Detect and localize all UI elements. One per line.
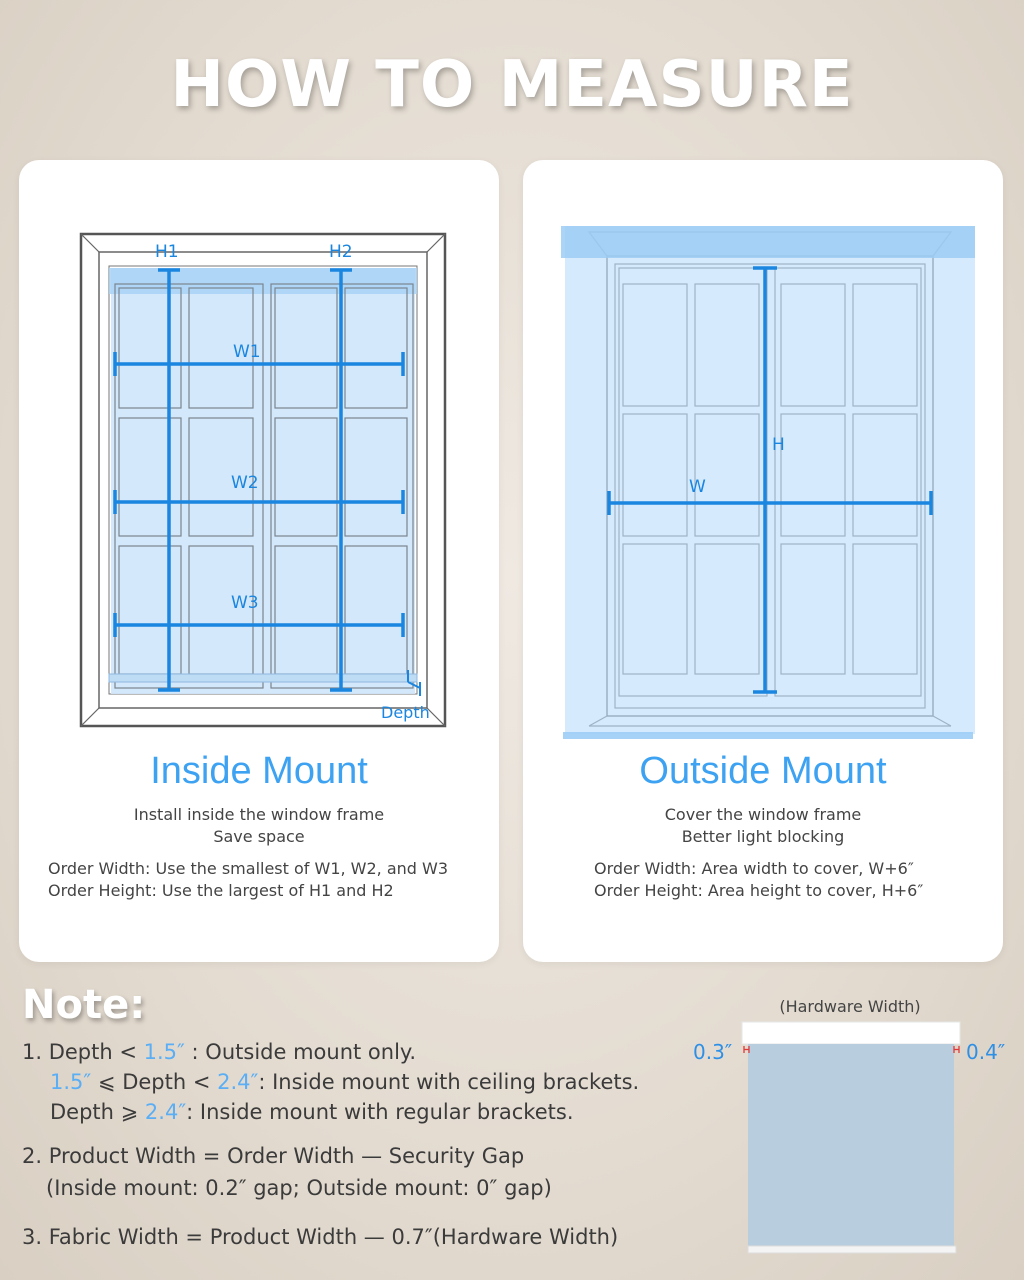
note-1l3-text-b: : Inside mount with regular brackets. (186, 1100, 574, 1124)
inside-mount-card (19, 160, 499, 962)
note-1l2-value-a: 1.5″ (50, 1070, 92, 1094)
label-h: H (772, 435, 785, 455)
inside-order-height: Order Height: Use the largest of H1 and H2 (48, 881, 394, 900)
label-h1: H1 (155, 242, 179, 262)
outside-mount-diagram (523, 160, 1003, 740)
label-w2: W2 (231, 473, 259, 493)
outside-mount-title: Outside Mount (639, 750, 887, 792)
label-h2: H2 (329, 242, 353, 262)
inside-mount-title: Inside Mount (150, 750, 368, 792)
note-1-text-a: 1. Depth < (22, 1040, 144, 1064)
note-title: Note: (22, 982, 146, 1028)
inside-order-width: Order Width: Use the smallest of W1, W2, and W3 (48, 859, 449, 878)
outside-mount-desc (523, 804, 1003, 848)
label-depth: Depth (381, 703, 430, 722)
note-1-value-a: 1.5″ (143, 1040, 185, 1064)
inside-desc-line1: Install inside the window frame (133, 805, 385, 824)
label-w: W (689, 477, 706, 497)
inside-mount-diagram (19, 160, 499, 740)
outside-order-width: Order Width: Area width to cover, W+6″ (594, 859, 914, 878)
label-w1: W1 (233, 342, 261, 362)
note-1l2-text-a: ⩽ Depth < (91, 1070, 218, 1094)
note-1l2-text-b: : Inside mount with ceiling brackets. (258, 1070, 640, 1094)
right-gap-value: 0.4″ (966, 1040, 1006, 1064)
outside-desc-line1: Cover the window frame (664, 805, 862, 824)
inside-mount-desc (19, 804, 499, 848)
note-2: 2. Product Width = Order Width — Security Gap (22, 1144, 525, 1168)
label-w3: W3 (231, 593, 259, 613)
note-1-line-1 (22, 1040, 416, 1064)
note-1l3-value: 2.4″ (144, 1100, 187, 1124)
inside-order-info (48, 858, 488, 902)
note-1l3-text-a: Depth ⩾ (50, 1100, 145, 1124)
outside-order-height: Order Height: Area height to cover, H+6″ (594, 881, 924, 900)
note-2-sub: (Inside mount: 0.2″ gap; Outside mount: 0″ gap) (46, 1176, 552, 1200)
outside-desc-line2: Better light blocking (681, 827, 845, 846)
outside-order-info (594, 858, 1024, 902)
note-1l2-value-b: 2.4″ (217, 1070, 259, 1094)
outside-mount-card (523, 160, 1003, 962)
page-title: HOW TO MEASURE (170, 48, 854, 122)
hardware-width-label: (Hardware Width) (779, 997, 921, 1016)
roller-shade-diagram (738, 1020, 968, 1260)
left-gap-value: 0.3″ (693, 1040, 733, 1064)
note-3: 3. Fabric Width = Product Width — 0.7″(Hardware Width) (22, 1225, 619, 1249)
inside-desc-line2: Save space (213, 827, 305, 846)
note-1-line-3 (50, 1100, 574, 1124)
note-1-line-2 (50, 1070, 639, 1094)
note-1-text-b: : Outside mount only. (184, 1040, 417, 1064)
